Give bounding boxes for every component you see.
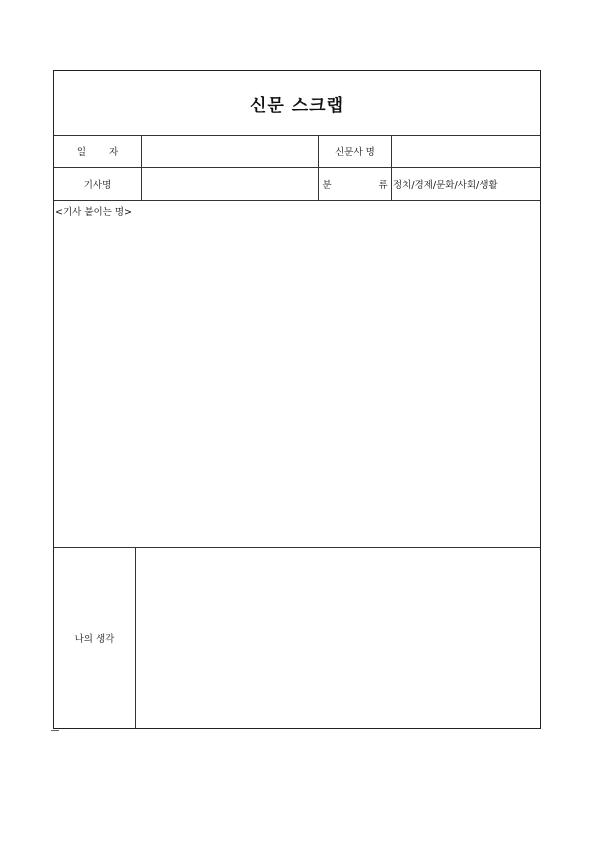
scrap-form <box>53 70 541 729</box>
form-title: 신문 스크랩 <box>249 95 345 116</box>
date-field[interactable] <box>142 135 319 167</box>
thought-row <box>54 548 540 728</box>
newspaper-label-cell <box>319 135 392 167</box>
info-row-headline <box>54 168 540 201</box>
thought-label-cell <box>54 548 136 728</box>
headline-label-cell <box>54 168 142 200</box>
newspaper-label: 신문사 명 <box>335 147 375 158</box>
category-label-cell <box>319 168 410 200</box>
corner-mark <box>51 730 59 731</box>
paste-area-label: <기사 붙이는 명> <box>55 207 133 218</box>
headline-field[interactable] <box>142 168 319 200</box>
thought-field[interactable] <box>135 548 540 728</box>
date-label-cell <box>54 135 142 167</box>
newspaper-field[interactable] <box>392 135 540 167</box>
info-row-date <box>54 135 540 168</box>
thought-label: 나의 생각 <box>74 634 115 645</box>
article-paste-area[interactable] <box>54 201 540 548</box>
category-label: 분 류 <box>322 180 410 191</box>
category-field[interactable]: 정치/경제/문화/사회/생활 <box>393 180 498 191</box>
headline-label: 기사명 <box>83 180 112 191</box>
title-row <box>54 71 540 136</box>
date-label: 일 자 <box>76 147 129 158</box>
